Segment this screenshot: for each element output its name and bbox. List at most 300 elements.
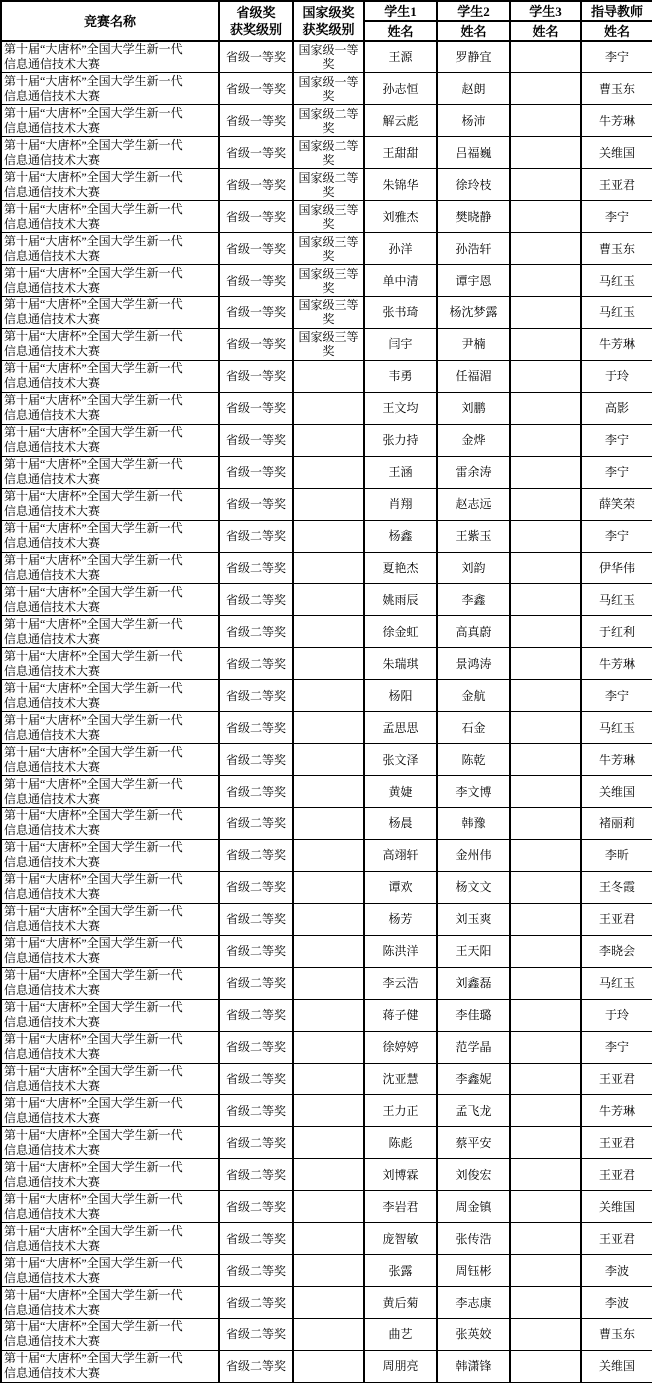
student3-name-cell <box>510 999 581 1031</box>
provincial-award-cell: 省级二等奖 <box>219 808 293 840</box>
student3-name-cell <box>510 392 581 424</box>
competition-name-line1: 第十届“大唐杯”全国大学生新一代 <box>4 521 183 536</box>
table-row <box>1 1255 652 1287</box>
provincial-award-cell: 省级一等奖 <box>219 233 293 265</box>
provincial-award-cell: 省级一等奖 <box>219 328 293 360</box>
student2-name-cell: 杨沈梦露 <box>437 297 510 329</box>
competition-name-line1: 第十届“大唐杯”全国大学生新一代 <box>4 1032 183 1047</box>
table-row <box>1 1319 652 1351</box>
competition-name-line1: 第十届“大唐杯”全国大学生新一代 <box>4 904 183 919</box>
table-row <box>1 392 652 424</box>
student1-name-cell: 孙洋 <box>364 233 437 265</box>
provincial-award-cell: 省级一等奖 <box>219 456 293 488</box>
student3-name-cell <box>510 935 581 967</box>
student1-name-cell: 韦勇 <box>364 360 437 392</box>
competition-name-line2: 信息通信技术大赛 <box>4 57 101 72</box>
competition-name-line1: 第十届“大唐杯”全国大学生新一代 <box>4 73 183 88</box>
competition-name-line1: 第十届“大唐杯”全国大学生新一代 <box>4 616 183 631</box>
competition-name-line1: 第十届“大唐杯”全国大学生新一代 <box>4 1095 183 1110</box>
competition-name-cell <box>1 233 219 265</box>
competition-name-cell <box>1 41 219 73</box>
provincial-award-cell: 省级二等奖 <box>219 1159 293 1191</box>
national-award-cell <box>293 1255 364 1287</box>
student3-name-cell <box>510 105 581 137</box>
national-award-cell <box>293 424 364 456</box>
advisor-name-cell: 李宁 <box>581 456 652 488</box>
competition-name-line1: 第十届“大唐杯”全国大学生新一代 <box>4 1223 183 1238</box>
national-award-cell <box>293 1191 364 1223</box>
advisor-name-cell: 薛笑荣 <box>581 488 652 520</box>
competition-name-line1: 第十届“大唐杯”全国大学生新一代 <box>4 105 183 120</box>
competition-name-line1: 第十届“大唐杯”全国大学生新一代 <box>4 1319 183 1334</box>
competition-name-cell <box>1 616 219 648</box>
advisor-name-cell: 王亚君 <box>581 903 652 935</box>
national-award-cell <box>293 456 364 488</box>
student2-name-cell: 徐玲枝 <box>437 169 510 201</box>
advisor-name-cell: 马红玉 <box>581 967 652 999</box>
competition-name-line2: 信息通信技术大赛 <box>4 695 101 710</box>
advisor-name-cell: 李宁 <box>581 1031 652 1063</box>
national-award-cell <box>293 648 364 680</box>
advisor-name-cell: 王亚君 <box>581 169 652 201</box>
student3-name-cell <box>510 1191 581 1223</box>
national-award-cell <box>293 808 364 840</box>
student3-name-cell <box>510 1287 581 1319</box>
student1-name-cell: 周朋亮 <box>364 1350 437 1382</box>
student2-name-cell: 赵朗 <box>437 73 510 105</box>
student1-name-cell: 孟思思 <box>364 712 437 744</box>
student3-name-cell <box>510 584 581 616</box>
provincial-award-cell: 省级二等奖 <box>219 1350 293 1382</box>
table-row <box>1 1031 652 1063</box>
competition-name-line1: 第十届“大唐杯”全国大学生新一代 <box>4 872 183 887</box>
student1-name-cell: 沈亚慧 <box>364 1063 437 1095</box>
advisor-name-cell: 李晓会 <box>581 935 652 967</box>
student3-name-cell <box>510 808 581 840</box>
competition-name-line2: 信息通信技术大赛 <box>4 1366 101 1381</box>
header-student1-name: 姓名 <box>364 21 437 41</box>
table-row <box>1 903 652 935</box>
table-row <box>1 360 652 392</box>
competition-name-cell <box>1 424 219 456</box>
competition-name-cell <box>1 871 219 903</box>
provincial-award-cell: 省级二等奖 <box>219 712 293 744</box>
student2-name-cell: 刘鑫磊 <box>437 967 510 999</box>
student2-name-cell: 李志康 <box>437 1287 510 1319</box>
competition-name-cell <box>1 1223 219 1255</box>
competition-name-line2: 信息通信技术大赛 <box>4 1110 101 1125</box>
advisor-name-cell: 李昕 <box>581 839 652 871</box>
student1-name-cell: 庞智敏 <box>364 1223 437 1255</box>
provincial-award-cell: 省级二等奖 <box>219 648 293 680</box>
table-row <box>1 680 652 712</box>
provincial-award-cell: 省级二等奖 <box>219 1287 293 1319</box>
header-student1: 学生1 <box>364 1 437 21</box>
provincial-award-cell: 省级一等奖 <box>219 41 293 73</box>
competition-name-cell <box>1 137 219 169</box>
provincial-award-cell: 省级二等奖 <box>219 744 293 776</box>
table-row <box>1 1287 652 1319</box>
competition-name-line1: 第十届“大唐杯”全国大学生新一代 <box>4 1255 183 1270</box>
advisor-name-cell: 关维国 <box>581 137 652 169</box>
student2-name-cell: 李佳璐 <box>437 999 510 1031</box>
student2-name-cell: 赵志远 <box>437 488 510 520</box>
competition-name-line2: 信息通信技术大赛 <box>4 536 101 551</box>
competition-name-line1: 第十届“大唐杯”全国大学生新一代 <box>4 169 183 184</box>
student1-name-cell: 单中清 <box>364 265 437 297</box>
student2-name-cell: 张传浩 <box>437 1223 510 1255</box>
student2-name-cell: 刘玉爽 <box>437 903 510 935</box>
advisor-name-cell: 褚丽莉 <box>581 808 652 840</box>
competition-name-line1: 第十届“大唐杯”全国大学生新一代 <box>4 42 183 57</box>
national-award-cell <box>293 616 364 648</box>
competition-name-line2: 信息通信技术大赛 <box>4 1334 101 1349</box>
provincial-award-cell: 省级二等奖 <box>219 871 293 903</box>
competition-name-line1: 第十届“大唐杯”全国大学生新一代 <box>4 201 183 216</box>
provincial-award-cell: 省级二等奖 <box>219 1063 293 1095</box>
table-row <box>1 1223 652 1255</box>
provincial-award-cell: 省级二等奖 <box>219 776 293 808</box>
competition-name-line2: 信息通信技术大赛 <box>4 1015 101 1030</box>
national-award-cell <box>293 1063 364 1095</box>
student2-name-cell: 周钰彬 <box>437 1255 510 1287</box>
student1-name-cell: 杨芳 <box>364 903 437 935</box>
student1-name-cell: 徐婷婷 <box>364 1031 437 1063</box>
competition-name-line1: 第十届“大唐杯”全国大学生新一代 <box>4 297 183 312</box>
national-award-cell: 国家级三等奖 <box>293 265 364 297</box>
competition-name-cell <box>1 967 219 999</box>
student3-name-cell <box>510 424 581 456</box>
competition-name-cell <box>1 265 219 297</box>
advisor-name-cell: 马红玉 <box>581 584 652 616</box>
student3-name-cell <box>510 1095 581 1127</box>
table-row <box>1 967 652 999</box>
student1-name-cell: 王文均 <box>364 392 437 424</box>
competition-name-line2: 信息通信技术大赛 <box>4 599 101 614</box>
competition-name-line2: 信息通信技术大赛 <box>4 1078 101 1093</box>
advisor-name-cell: 马红玉 <box>581 297 652 329</box>
table-row <box>1 744 652 776</box>
competition-name-cell <box>1 712 219 744</box>
advisor-name-cell: 王亚君 <box>581 1223 652 1255</box>
national-award-cell <box>293 1287 364 1319</box>
competition-name-line1: 第十届“大唐杯”全国大学生新一代 <box>4 233 183 248</box>
student1-name-cell: 杨阳 <box>364 680 437 712</box>
national-award-cell: 国家级三等奖 <box>293 328 364 360</box>
header-national-award-line2: 获奖级别 <box>302 22 355 37</box>
student2-name-cell: 景鸿涛 <box>437 648 510 680</box>
competition-name-line1: 第十届“大唐杯”全国大学生新一代 <box>4 648 183 663</box>
student2-name-cell: 雷余涛 <box>437 456 510 488</box>
advisor-name-cell: 牛芳琳 <box>581 744 652 776</box>
table-row <box>1 999 652 1031</box>
national-award-cell <box>293 744 364 776</box>
student1-name-cell: 朱瑞琪 <box>364 648 437 680</box>
national-award-cell <box>293 776 364 808</box>
advisor-name-cell: 牛芳琳 <box>581 328 652 360</box>
table-row <box>1 808 652 840</box>
student2-name-cell: 蔡平安 <box>437 1127 510 1159</box>
student1-name-cell: 黄后菊 <box>364 1287 437 1319</box>
competition-name-cell <box>1 1095 219 1127</box>
national-award-cell: 国家级二等奖 <box>293 105 364 137</box>
competition-name-line1: 第十届“大唐杯”全国大学生新一代 <box>4 361 183 376</box>
student2-name-cell: 罗静宜 <box>437 41 510 73</box>
advisor-name-cell: 李宁 <box>581 520 652 552</box>
student1-name-cell: 陈洪洋 <box>364 935 437 967</box>
student3-name-cell <box>510 265 581 297</box>
provincial-award-cell: 省级二等奖 <box>219 967 293 999</box>
competition-name-line1: 第十届“大唐杯”全国大学生新一代 <box>4 840 183 855</box>
competition-name-line1: 第十届“大唐杯”全国大学生新一代 <box>4 489 183 504</box>
student3-name-cell <box>510 744 581 776</box>
header-provincial-award <box>219 1 293 41</box>
header-student3-name: 姓名 <box>510 21 581 41</box>
student3-name-cell <box>510 201 581 233</box>
advisor-name-cell: 牛芳琳 <box>581 105 652 137</box>
student1-name-cell: 蒋子健 <box>364 999 437 1031</box>
student3-name-cell <box>510 871 581 903</box>
table-row <box>1 839 652 871</box>
student3-name-cell <box>510 456 581 488</box>
provincial-award-cell: 省级二等奖 <box>219 1095 293 1127</box>
student2-name-cell: 刘鹏 <box>437 392 510 424</box>
competition-name-line1: 第十届“大唐杯”全国大学生新一代 <box>4 425 183 440</box>
competition-name-line2: 信息通信技术大赛 <box>4 248 101 263</box>
advisor-name-cell: 伊华伟 <box>581 552 652 584</box>
table-row <box>1 1127 652 1159</box>
advisor-name-cell: 马红玉 <box>581 265 652 297</box>
provincial-award-cell: 省级二等奖 <box>219 1127 293 1159</box>
competition-name-line2: 信息通信技术大赛 <box>4 919 101 934</box>
national-award-cell <box>293 520 364 552</box>
student2-name-cell: 杨文文 <box>437 871 510 903</box>
advisor-name-cell: 李宁 <box>581 201 652 233</box>
competition-name-line2: 信息通信技术大赛 <box>4 88 101 103</box>
national-award-cell <box>293 1095 364 1127</box>
competition-name-line2: 信息通信技术大赛 <box>4 1302 101 1317</box>
student3-name-cell <box>510 488 581 520</box>
table-row <box>1 73 652 105</box>
table-row <box>1 105 652 137</box>
competition-name-line2: 信息通信技术大赛 <box>4 1238 101 1253</box>
competition-name-line2: 信息通信技术大赛 <box>4 1174 101 1189</box>
advisor-name-cell: 关维国 <box>581 776 652 808</box>
national-award-cell <box>293 680 364 712</box>
competition-name-line1: 第十届“大唐杯”全国大学生新一代 <box>4 680 183 695</box>
table-row <box>1 712 652 744</box>
student3-name-cell <box>510 712 581 744</box>
student3-name-cell <box>510 233 581 265</box>
provincial-award-cell: 省级二等奖 <box>219 1191 293 1223</box>
competition-name-cell <box>1 360 219 392</box>
student3-name-cell <box>510 297 581 329</box>
student1-name-cell: 孙志恒 <box>364 73 437 105</box>
student3-name-cell <box>510 360 581 392</box>
student2-name-cell: 范学晶 <box>437 1031 510 1063</box>
advisor-name-cell: 关维国 <box>581 1191 652 1223</box>
competition-name-line1: 第十届“大唐杯”全国大学生新一代 <box>4 265 183 280</box>
student3-name-cell <box>510 1319 581 1351</box>
national-award-cell: 国家级二等奖 <box>293 169 364 201</box>
table-row <box>1 456 652 488</box>
competition-name-line1: 第十届“大唐杯”全国大学生新一代 <box>4 137 183 152</box>
provincial-award-cell: 省级二等奖 <box>219 680 293 712</box>
student3-name-cell <box>510 1255 581 1287</box>
competition-name-line2: 信息通信技术大赛 <box>4 1206 101 1221</box>
student3-name-cell <box>510 1031 581 1063</box>
provincial-award-cell: 省级一等奖 <box>219 137 293 169</box>
national-award-cell <box>293 999 364 1031</box>
student3-name-cell <box>510 903 581 935</box>
student1-name-cell: 曲艺 <box>364 1319 437 1351</box>
competition-name-line2: 信息通信技术大赛 <box>4 472 101 487</box>
competition-name-line2: 信息通信技术大赛 <box>4 983 101 998</box>
student2-name-cell: 任福湄 <box>437 360 510 392</box>
competition-name-cell <box>1 680 219 712</box>
provincial-award-cell: 省级二等奖 <box>219 1319 293 1351</box>
competition-name-cell <box>1 488 219 520</box>
student2-name-cell: 韩豫 <box>437 808 510 840</box>
competition-name-line2: 信息通信技术大赛 <box>4 1142 101 1157</box>
competition-name-cell <box>1 1031 219 1063</box>
student3-name-cell <box>510 839 581 871</box>
national-award-cell <box>293 1350 364 1382</box>
competition-name-line2: 信息通信技术大赛 <box>4 120 101 135</box>
competition-name-cell <box>1 935 219 967</box>
competition-name-line1: 第十届“大唐杯”全国大学生新一代 <box>4 393 183 408</box>
advisor-name-cell: 曹玉东 <box>581 1319 652 1351</box>
student2-name-cell: 李鑫 <box>437 584 510 616</box>
advisor-name-cell: 李波 <box>581 1255 652 1287</box>
student2-name-cell: 陈乾 <box>437 744 510 776</box>
student1-name-cell: 李云浩 <box>364 967 437 999</box>
student3-name-cell <box>510 328 581 360</box>
student2-name-cell: 李文博 <box>437 776 510 808</box>
provincial-award-cell: 省级一等奖 <box>219 169 293 201</box>
competition-name-line1: 第十届“大唐杯”全国大学生新一代 <box>4 712 183 727</box>
student3-name-cell <box>510 1350 581 1382</box>
advisor-name-cell: 王亚君 <box>581 1063 652 1095</box>
provincial-award-cell: 省级二等奖 <box>219 616 293 648</box>
header-student2: 学生2 <box>437 1 510 21</box>
provincial-award-cell: 省级二等奖 <box>219 935 293 967</box>
table-row <box>1 41 652 73</box>
competition-name-line2: 信息通信技术大赛 <box>4 1047 101 1062</box>
competition-name-line1: 第十届“大唐杯”全国大学生新一代 <box>4 329 183 344</box>
table-row <box>1 137 652 169</box>
national-award-cell: 国家级三等奖 <box>293 233 364 265</box>
advisor-name-cell: 曹玉东 <box>581 73 652 105</box>
student2-name-cell: 韩潇锋 <box>437 1350 510 1382</box>
student3-name-cell <box>510 967 581 999</box>
competition-name-cell <box>1 648 219 680</box>
competition-name-line2: 信息通信技术大赛 <box>4 567 101 582</box>
student3-name-cell <box>510 680 581 712</box>
competition-name-line2: 信息通信技术大赛 <box>4 152 101 167</box>
student1-name-cell: 刘博霖 <box>364 1159 437 1191</box>
table-row <box>1 233 652 265</box>
table-row <box>1 935 652 967</box>
competition-name-line2: 信息通信技术大赛 <box>4 184 101 199</box>
competition-name-line1: 第十届“大唐杯”全国大学生新一代 <box>4 1159 183 1174</box>
national-award-cell <box>293 967 364 999</box>
competition-name-line1: 第十届“大唐杯”全国大学生新一代 <box>4 776 183 791</box>
provincial-award-cell: 省级二等奖 <box>219 903 293 935</box>
student2-name-cell: 高真蔚 <box>437 616 510 648</box>
student3-name-cell <box>510 73 581 105</box>
student1-name-cell: 徐金虹 <box>364 616 437 648</box>
national-award-cell <box>293 552 364 584</box>
student1-name-cell: 杨鑫 <box>364 520 437 552</box>
student1-name-cell: 闫宇 <box>364 328 437 360</box>
table-row <box>1 424 652 456</box>
competition-name-line2: 信息通信技术大赛 <box>4 855 101 870</box>
student2-name-cell: 刘韵 <box>437 552 510 584</box>
national-award-cell <box>293 871 364 903</box>
header-student2-name: 姓名 <box>437 21 510 41</box>
competition-name-line2: 信息通信技术大赛 <box>4 344 101 359</box>
competition-name-cell <box>1 73 219 105</box>
competition-name-line2: 信息通信技术大赛 <box>4 887 101 902</box>
competition-name-line1: 第十届“大唐杯”全国大学生新一代 <box>4 968 183 983</box>
competition-name-line1: 第十届“大唐杯”全国大学生新一代 <box>4 584 183 599</box>
student3-name-cell <box>510 1127 581 1159</box>
competition-name-line2: 信息通信技术大赛 <box>4 727 101 742</box>
student3-name-cell <box>510 776 581 808</box>
provincial-award-cell: 省级一等奖 <box>219 201 293 233</box>
student1-name-cell: 肖翔 <box>364 488 437 520</box>
table-row <box>1 871 652 903</box>
competition-name-line2: 信息通信技术大赛 <box>4 376 101 391</box>
competition-name-line1: 第十届“大唐杯”全国大学生新一代 <box>4 457 183 472</box>
advisor-name-cell: 曹玉东 <box>581 233 652 265</box>
header-row-top <box>1 1 652 21</box>
student1-name-cell: 李岩君 <box>364 1191 437 1223</box>
provincial-award-cell: 省级一等奖 <box>219 360 293 392</box>
national-award-cell <box>293 1223 364 1255</box>
student3-name-cell <box>510 552 581 584</box>
table-row <box>1 776 652 808</box>
header-national-award-line1: 国家级奖 <box>302 5 355 20</box>
student2-name-cell: 刘俊宏 <box>437 1159 510 1191</box>
provincial-award-cell: 省级二等奖 <box>219 520 293 552</box>
competition-name-cell <box>1 808 219 840</box>
header-provincial-award-line2: 获奖级别 <box>229 22 282 37</box>
advisor-name-cell: 李宁 <box>581 424 652 456</box>
table-header <box>1 1 652 41</box>
student1-name-cell: 张书琦 <box>364 297 437 329</box>
competition-name-line2: 信息通信技术大赛 <box>4 663 101 678</box>
student1-name-cell: 高翊轩 <box>364 839 437 871</box>
table-row <box>1 488 652 520</box>
student1-name-cell: 王力正 <box>364 1095 437 1127</box>
competition-name-line2: 信息通信技术大赛 <box>4 280 101 295</box>
competition-name-cell <box>1 1063 219 1095</box>
national-award-cell <box>293 1031 364 1063</box>
header-provincial-award-line1: 省级奖 <box>236 5 276 20</box>
table-row <box>1 648 652 680</box>
competition-name-line1: 第十届“大唐杯”全国大学生新一代 <box>4 1351 183 1366</box>
advisor-name-cell: 李波 <box>581 1287 652 1319</box>
table-row <box>1 616 652 648</box>
national-award-cell <box>293 903 364 935</box>
competition-name-cell <box>1 1191 219 1223</box>
advisor-name-cell: 关维国 <box>581 1350 652 1382</box>
national-award-cell <box>293 584 364 616</box>
competition-name-line2: 信息通信技术大赛 <box>4 408 101 423</box>
student2-name-cell: 杨沛 <box>437 105 510 137</box>
